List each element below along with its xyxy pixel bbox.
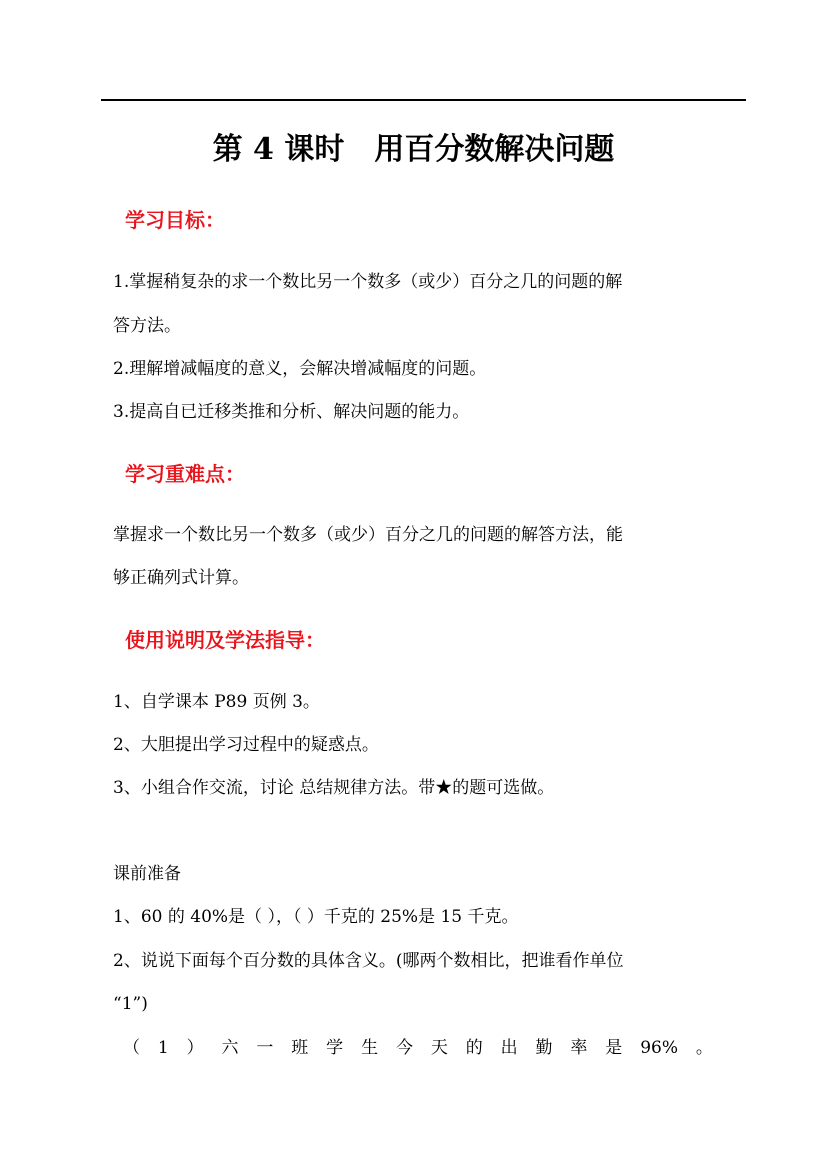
preparation-question-2-sub-1: [123, 1035, 713, 1061]
sub-1-token: 学: [326, 1038, 344, 1058]
objectives-heading: 学习目标：: [125, 208, 225, 232]
sub-1-token: 率: [570, 1038, 588, 1058]
instruction-item: 1、自学课本 P89 页例 3。: [113, 692, 320, 712]
sub-1-token: 出: [500, 1038, 518, 1058]
objective-item: 1.掌握稍复杂的求一个数比另一个数多（或少）百分之几的问题的解: [113, 272, 623, 292]
sub-1-token: 六: [221, 1038, 239, 1058]
objective-item: 答方法。: [113, 316, 181, 336]
key-points-heading: 学习重难点：: [125, 462, 245, 486]
sub-1-token: 勤: [535, 1038, 553, 1058]
top-divider: [101, 99, 746, 101]
key-points-line: 掌握求一个数比另一个数多（或少）百分之几的问题的解答方法，能: [113, 525, 623, 545]
instruction-item: 3、小组合作交流，讨论 总结规律方法。带★的题可选做。: [113, 778, 555, 798]
objective-item: 3.提高自已迁移类推和分析、解决问题的能力。: [113, 402, 470, 422]
sub-1-token: 今: [395, 1038, 413, 1058]
sub-1-token: 。: [695, 1038, 713, 1058]
sub-1-token: 的: [465, 1038, 483, 1058]
sub-1-token: 班: [291, 1038, 309, 1058]
sub-1-token: 96%: [640, 1038, 678, 1058]
sub-1-token: 生: [361, 1038, 379, 1058]
sub-1-token: 天: [430, 1038, 448, 1058]
page-title: 第 4 课时 用百分数解决问题: [212, 132, 615, 167]
sub-1-token: 一: [256, 1038, 274, 1058]
instruction-item: 2、大胆提出学习过程中的疑惑点。: [113, 735, 379, 755]
sub-1-token: 1: [157, 1038, 169, 1058]
preparation-heading: 课前准备: [113, 864, 181, 884]
sub-1-token: ）: [186, 1038, 204, 1058]
instructions-heading: 使用说明及学法指导：: [125, 628, 325, 652]
preparation-question-2: 2、说说下面每个百分数的具体含义。(哪两个数相比，把谁看作单位: [113, 951, 624, 971]
preparation-question-2-unit: “1”): [113, 994, 148, 1014]
objective-item: 2.理解增减幅度的意义，会解决增减幅度的问题。: [113, 359, 487, 379]
key-points-line: 够正确列式计算。: [113, 568, 249, 588]
sub-1-token: （: [123, 1038, 140, 1058]
sub-1-token: 是: [605, 1038, 623, 1058]
preparation-question-1: 1、60 的 40%是（ ），（ ）千克的 25%是 15 千克。: [113, 907, 519, 927]
